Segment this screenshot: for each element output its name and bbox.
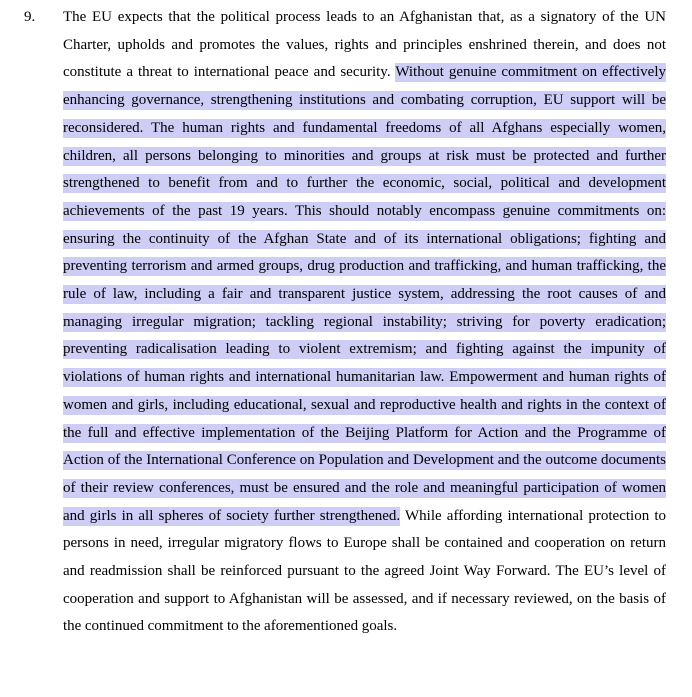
- paragraph-body[interactable]: [63, 4, 666, 641]
- paragraph-text-plain-intro: The EU expects that the political process leads to an Afghanistan that, as a signatory of the UN Charter, upholds and promotes the values, rights and principles enshrined therein, and does not constitute a threat to international peace and security.: [63, 9, 666, 81]
- paragraph-text-highlighted-selection[interactable]: Without genuine commitment on effectively enhancing governance, strengthening institutions and combating corruption, EU support will be reconsidered. The human rights and fundamental freedoms of all Afghans especially women, children, all persons belonging to minorities and groups at risk must be protected and further strengthened to benefit from and to further the economic, social, political and development achievements of the past 19 years. This should notably encompass genuine commitments on: ensuring the continuity of the Afghan State and of its international obligations; fighting and preventing terrorism and armed groups, drug production and trafficking, and human trafficking, the rule of law, including a fair and transparent justice system, addressing the root causes of and managing irregular migration; tackling regional instability; striving for poverty eradication; preventing radicalisation leading to violent extremism; and fighting against the impunity of violations of human rights and international humanitarian law. Empowerment and human rights of women and girls, including educational, sexual and reproductive health and rights in the context of the full and effective implementation of the Beijing Platform for Action and the Programme of Action of the International Conference on Population and Development and the outcome documents of their review conferences, must be ensured and the role and meaningful participation of women and girls in all spheres of society further strengthened.: [63, 64, 666, 524]
- paragraph-number: 9.: [24, 9, 36, 25]
- paragraph-text-plain-outro: While affording international protection to persons in need, irregular migratory flows to Europe shall be contained and cooperation on return and readmission shall be reinforced pursuant to the agreed Joint Way Forward. The EU’s level of cooperation and support to Afghanistan will be assessed, and if necessary reviewed, on the basis of the continued commitment to the aforementioned goals.: [63, 507, 666, 635]
